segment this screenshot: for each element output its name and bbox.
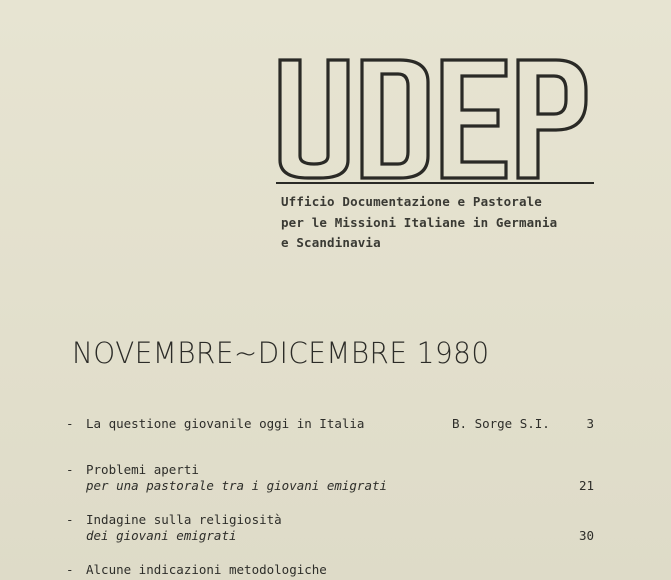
subtitle-line-3: e Scandinavia bbox=[281, 235, 381, 250]
toc-page-number: 21 bbox=[578, 478, 594, 493]
organization-description bbox=[281, 192, 557, 254]
toc-title: Indagine sulla religiosità bbox=[86, 512, 282, 527]
toc-title: La questione giovanile oggi in Italia bbox=[86, 416, 365, 431]
toc-author: B. Sorge S.I. bbox=[452, 416, 550, 431]
logo-text: UDEP bbox=[268, 52, 271, 53]
udep-logo bbox=[268, 52, 598, 187]
toc-dash: - bbox=[66, 416, 74, 431]
toc-title: Problemi aperti bbox=[86, 462, 199, 477]
toc-entry bbox=[66, 562, 606, 580]
toc-entry bbox=[66, 416, 606, 462]
toc-dash: - bbox=[66, 512, 74, 527]
toc-dash: - bbox=[66, 462, 74, 477]
subtitle-line-1: Ufficio Documentazione e Pastorale bbox=[281, 194, 542, 209]
toc-title: Alcune indicazioni metodologiche bbox=[86, 562, 327, 577]
toc-subtitle: dei giovani emigrati bbox=[86, 528, 237, 543]
toc-dash: - bbox=[66, 562, 74, 577]
toc-page-number: 3 bbox=[586, 416, 594, 431]
table-of-contents bbox=[66, 416, 606, 580]
toc-page-number: 30 bbox=[578, 528, 594, 543]
udep-logo-graphic bbox=[268, 52, 598, 187]
subtitle-line-2: per le Missioni Italiane in Germania bbox=[281, 214, 558, 230]
toc-entry bbox=[66, 512, 606, 562]
issue-date-title: NOVEMBRE~DICEMBRE 1980 bbox=[72, 336, 490, 370]
toc-entry bbox=[66, 462, 606, 512]
toc-subtitle: per una pastorale tra i giovani emigrati bbox=[86, 478, 388, 493]
